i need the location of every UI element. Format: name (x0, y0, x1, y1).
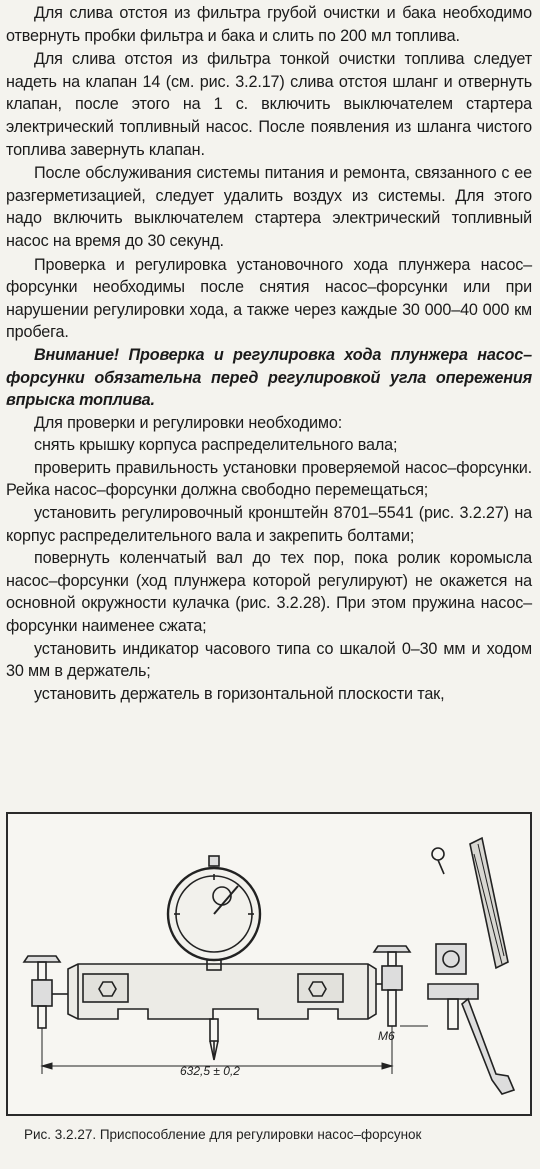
adjustment-bracket-drawing (8, 814, 530, 1114)
paragraph-2: Для слива отстоя из фильтра тонкой очистки топлива следует надеть на клапан 14 (см. рис. 3.2.17) слива отстоя шланг и отвернуть клапан, после этого на 1 с. включить выключателем стартера электрический топливный насос. После появления из шланга чистого топлива завернуть клапан. (6, 50, 532, 159)
step-check-installation: проверить правильность установки проверяемой насос–форсунки. Рейка насос–форсунки должна свободно перемещаться; (6, 458, 532, 500)
step-turn-crankshaft: повернуть коленчатый вал до тех пор, пока ролик коромысла насос–форсунки (ход плунжера которой регулируют) не окажется на основной окружности кулачка (рис. 3.2.28). При этом пружина насос–форсунки наименее сжата; (6, 549, 532, 636)
step-install-holder: установить держатель в горизонтальной плоскости так, (34, 684, 445, 703)
right-knob (374, 946, 410, 1026)
side-view (428, 838, 514, 1094)
paragraph-6: Для проверки и регулировки необходимо: (34, 413, 343, 432)
dial-indicator (168, 856, 260, 1060)
step-install-indicator: установить индикатор часового типа со шкалой 0–30 мм и ходом 30 мм в держатель; (6, 639, 532, 681)
thread-label: М6 (378, 1029, 395, 1043)
paragraph-1: Для слива отстоя из фильтра грубой очистки и бака необходимо отвернуть пробки фильтра и бака и слить по 200 мл топлива. (6, 4, 532, 45)
bracket-body (68, 964, 376, 1019)
paragraph-4: Проверка и регулировка установочного хода плунжера насос–форсунки необходимы после снятия насос–форсунки или при нарушении регулировки хода, а также через каждые 30 000–40 000 км пробега. (6, 255, 532, 342)
paragraph-3: После обслуживания системы питания и ремонта, связанного с ее разгерметизацией, следует удалить воздух из системы. Для этого надо включить выключателем стартера электрический топливный насос на время до 30 секунд. (6, 164, 532, 250)
body-text (6, 2, 532, 705)
figure-3-2-27 (6, 812, 532, 1116)
dimension-label: 632,5 ± 0,2 (180, 1064, 240, 1078)
step-remove-cover: снять крышку корпуса распределительного вала; (34, 436, 398, 455)
left-knob (24, 956, 68, 1028)
figure-caption: Рис. 3.2.27. Приспособление для регулировки насос–форсунок (24, 1127, 422, 1142)
warning-paragraph: Внимание! Проверка и регулировка хода плунжера насос–форсунки обязательна перед регулировкой угла опережения впрыска топлива. (6, 345, 532, 410)
step-install-bracket: установить регулировочный кронштейн 8701–5541 (рис. 3.2.27) на корпус распределительного вала и закрепить болтами; (6, 504, 532, 545)
